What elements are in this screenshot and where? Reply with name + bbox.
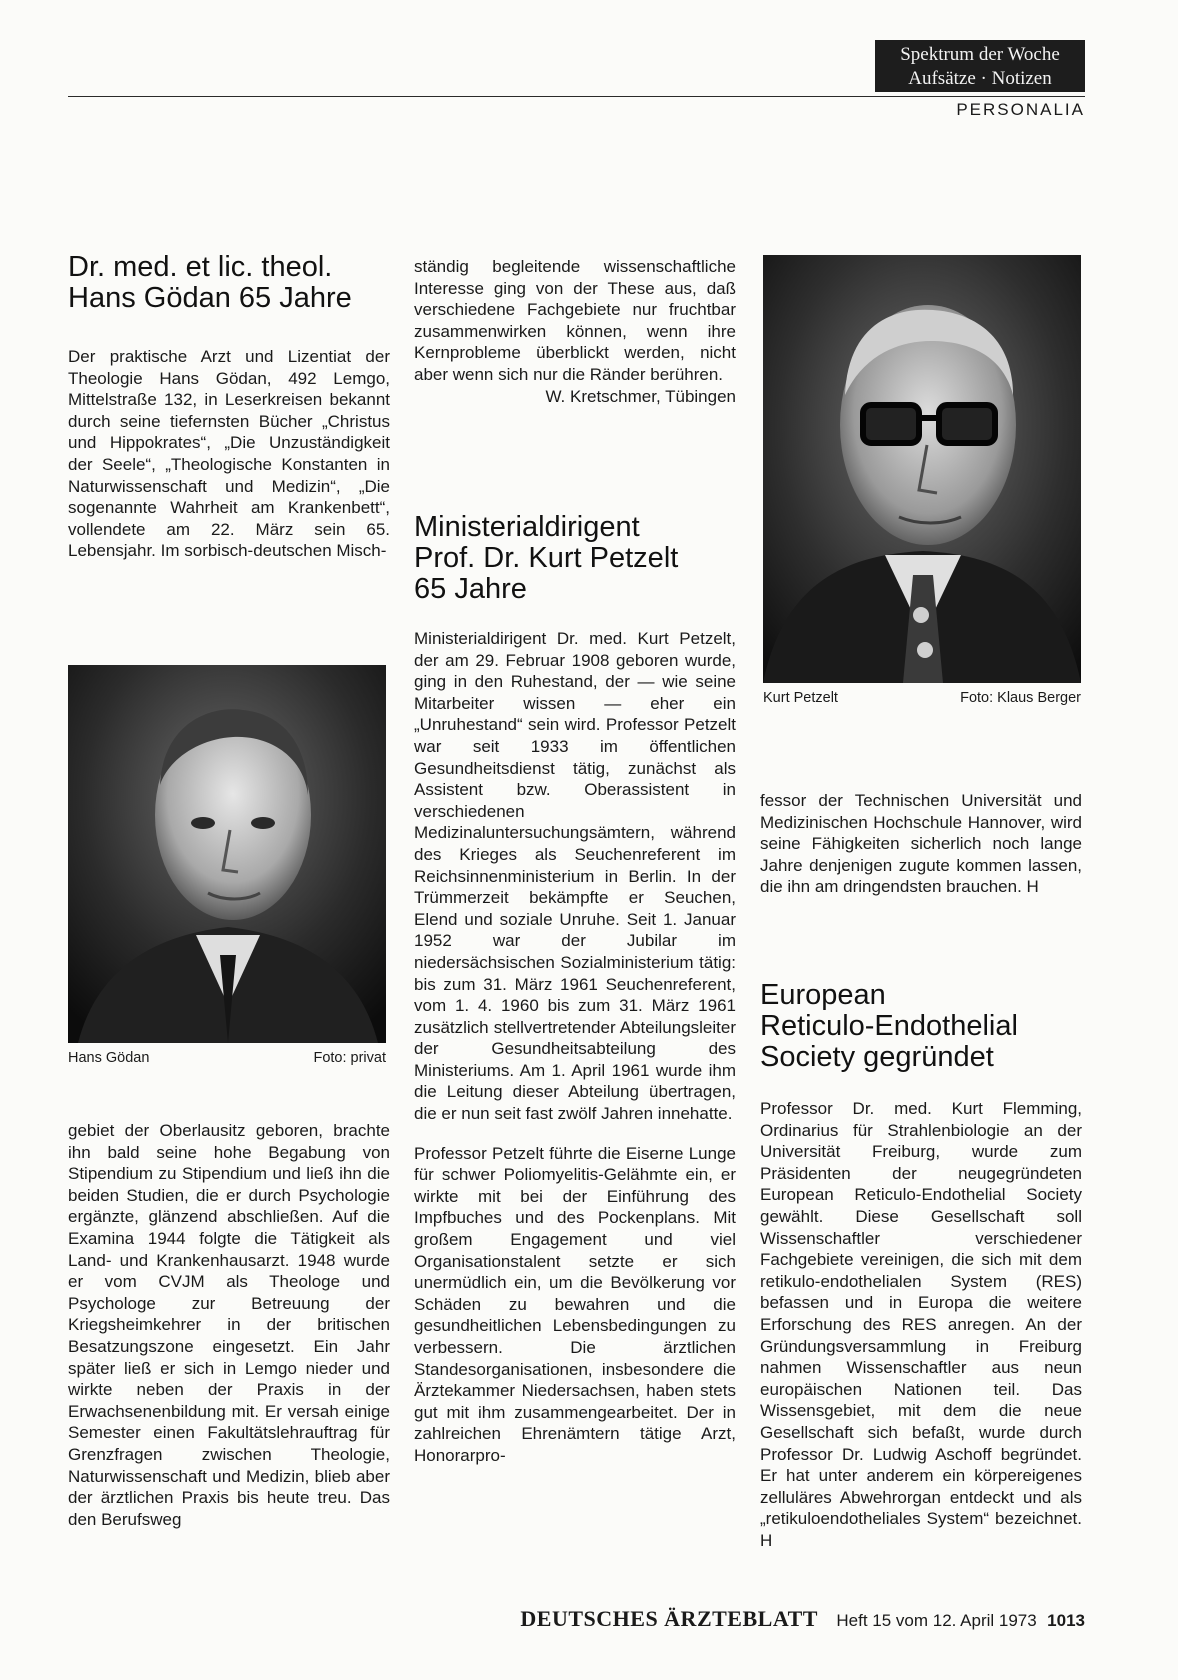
caption-name: Hans Gödan: [68, 1050, 150, 1066]
journal-name: DEUTSCHES ÄRZTEBLATT: [520, 1606, 818, 1631]
page-footer: [460, 1606, 1085, 1632]
article2-title-line2: Prof. Dr. Kurt Petzelt: [414, 542, 679, 574]
article3-title-line1: European: [760, 979, 886, 1011]
article3-title: [760, 980, 1018, 1073]
article2-body-part1: [414, 628, 736, 1467]
article2-title-line1: Ministerialdirigent: [414, 511, 640, 543]
issue-info: Heft 15 vom 12. April 1973: [836, 1611, 1037, 1630]
section-label: PERSONALIA: [956, 100, 1085, 119]
page-number: 1013: [1047, 1611, 1085, 1630]
header-rule: [68, 96, 1085, 97]
article1-paragraph: Der praktische Arzt und Lizentiat der Theologie Hans Gödan, 492 Lemgo, Mittelstraße 132, in Leserkreisen bekannt durch seine tiefernsten Bücher „Christus und Hippokrates“, „Die Unzuständigkeit der Seele“, „Theologische Konstanten in Naturwissenschaft und Medizin“, „Die sogenannte Wahrheit am Krankenbett“, vollendete am 22. März sein 65. Lebensjahr. Im sorbisch-deutschen Misch-: [68, 347, 390, 561]
article1-body-part2: [68, 1120, 390, 1530]
section-header-box: [875, 40, 1085, 92]
photo-caption: [763, 690, 1081, 706]
article2-paragraph: Professor Petzelt führte die Eiserne Lunge für schwer Poliomyelitis-Gelähmte ein, er wirkte mit bei der Einführung des Impfbuches und des Pockenplans. Mit großem Engagement und viel Organisationstalent setzte er sich unermüdlich ein, um die Bevölkerung vor Schäden zu bewahren und die gesundheitlichen Lebensbedingungen zu verbessern. Die ärztlichen Standesorganisationen, insbesondere die Ärztekammer Niedersachsen, haben stets gut mit ihm zusammengearbeitet. Der in zahlreichen Ehrenämtern tätige Arzt, Honorarpro-: [414, 1143, 736, 1465]
article2-title: [414, 512, 678, 605]
photo-caption: [68, 1050, 386, 1066]
article1-title: [68, 252, 352, 314]
caption-credit: Foto: Klaus Berger: [960, 690, 1081, 706]
article3-paragraph: Professor Dr. med. Kurt Flemming, Ordinarius für Strahlenbiologie an der Universität Freiburg, wurde zum Präsidenten der neugegründeten European Reticulo-Endothelial Society gewählt. Diese Gesellschaft soll Wissenschaftler verschiedener Fachgebiete vereinigen, die sich mit dem retikulo-endothelialen System (RES) befassen und in Europa die weitere Erforschung des RES anregen. An der Gründungsversammlung in Freiburg nahmen Wissenschaftler aus neun europäischen Nationen teil. Das Wissensgebiet, mit dem die neue Gesellschaft sich befaßt, wurde durch Professor Dr. Ludwig Aschoff begründet. Er hat unter anderem ein körpereigenes zelluläres Abwehrorgan entdeckt und als „retikuloendotheliales System“ bezeichnet. H: [760, 1099, 1082, 1550]
caption-name: Kurt Petzelt: [763, 690, 838, 706]
article1-title-line1: Dr. med. et lic. theol.: [68, 251, 333, 283]
article2-paragraph: Ministerialdirigent Dr. med. Kurt Petzelt, der am 29. Februar 1908 geboren wurde, ging in den Ruhestand, der — wie seine Mitarbeiter wissen — eher ein „Unruhestand“ sein wird. Professor Petzelt war seit 1933 im öffentlichen Gesundheitsdienst tätig, zunächst als Assistent bzw. Oberassistent in verschiedenen Medizinaluntersuchungsämtern, während des Krieges als Seuchenreferent im Reichsinnenministerium in Berlin. In der Trümmerzeit bekämpfte er Seuchen, Elend und soziale Unruhe. Seit 1. Januar 1952 war der Jubilar im niedersächsischen Sozialministerium tätig: bis zum 31. März 1961 Seuchenreferent, vom 1. 4. 1960 bis zum 31. März 1961 zusätzlich stellvertretender Abteilungsleiter der Gesundheitsabteilung des Ministeriums. Am 1. April 1961 wurde ihm die Leitung dieser Abteilung übertragen, die er nun seit fast zwölf Jahren innehatte.: [414, 629, 736, 1124]
article1-title-line2: Hans Gödan 65 Jahre: [68, 282, 352, 314]
article1-signature: W. Kretschmer, Tübingen: [545, 386, 736, 406]
article3-body: [760, 1098, 1082, 1551]
article1-body-part3: [414, 256, 736, 407]
article3-title-line2: Reticulo-Endothelial: [760, 1010, 1018, 1042]
caption-credit: Foto: privat: [313, 1050, 386, 1066]
article2-title-line3: 65 Jahre: [414, 573, 527, 605]
article2-body-part2: [760, 790, 1082, 898]
header-box-line1: Spektrum der Woche: [900, 44, 1060, 65]
article3-title-line3: Society gegründet: [760, 1041, 994, 1073]
header-box-line2: Aufsätze · Notizen: [908, 68, 1052, 89]
portrait-photo-hans-goedan: [68, 665, 386, 1043]
portrait-photo-kurt-petzelt: [763, 255, 1081, 683]
article2-paragraph: fessor der Technischen Universität und Medizinischen Hochschule Hannover, wird seine Fähigkeiten sicherlich noch lange Jahre denjenigen zugute kommen lassen, die ihn am dringendsten brauchen. H: [760, 791, 1082, 897]
article1-paragraph: ständig begleitende wissenschaftliche Interesse ging von der These aus, daß verschiedene Fachgebiete nur fruchtbar zusammenwirken können, wenn ihre Kernprobleme überblickt werden, nicht aber wenn sich nur die Ränder berühren.: [414, 257, 736, 384]
article1-paragraph: gebiet der Oberlausitz geboren, brachte ihn bald seine hohe Begabung von Stipendium zu Stipendium und ließ ihn die beiden Studien, die er durch Psychologie ergänzte, glänzend abschließen. Auf die Examina 1944 folgte die Tätigkeit als Land- und Krankenhausarzt. 1948 wurde er vom CVJM als Theologe und Psychologe zur Betreuung der Kriegsheimkehrer in der britischen Besatzungszone eingesetzt. Ein Jahr später ließ er sich in Lemgo nieder und wirkte neben der Praxis in der Erwachsenenbildung mit. Er versah einige Semester einen Fakultätslehrauftrag für Grenzfragen zwischen Theologie, Naturwissenschaft und Medizin, blieb aber der ärztlichen Praxis bis heute treu. Das den Berufsweg: [68, 1121, 390, 1529]
article1-body-part1: [68, 346, 390, 562]
